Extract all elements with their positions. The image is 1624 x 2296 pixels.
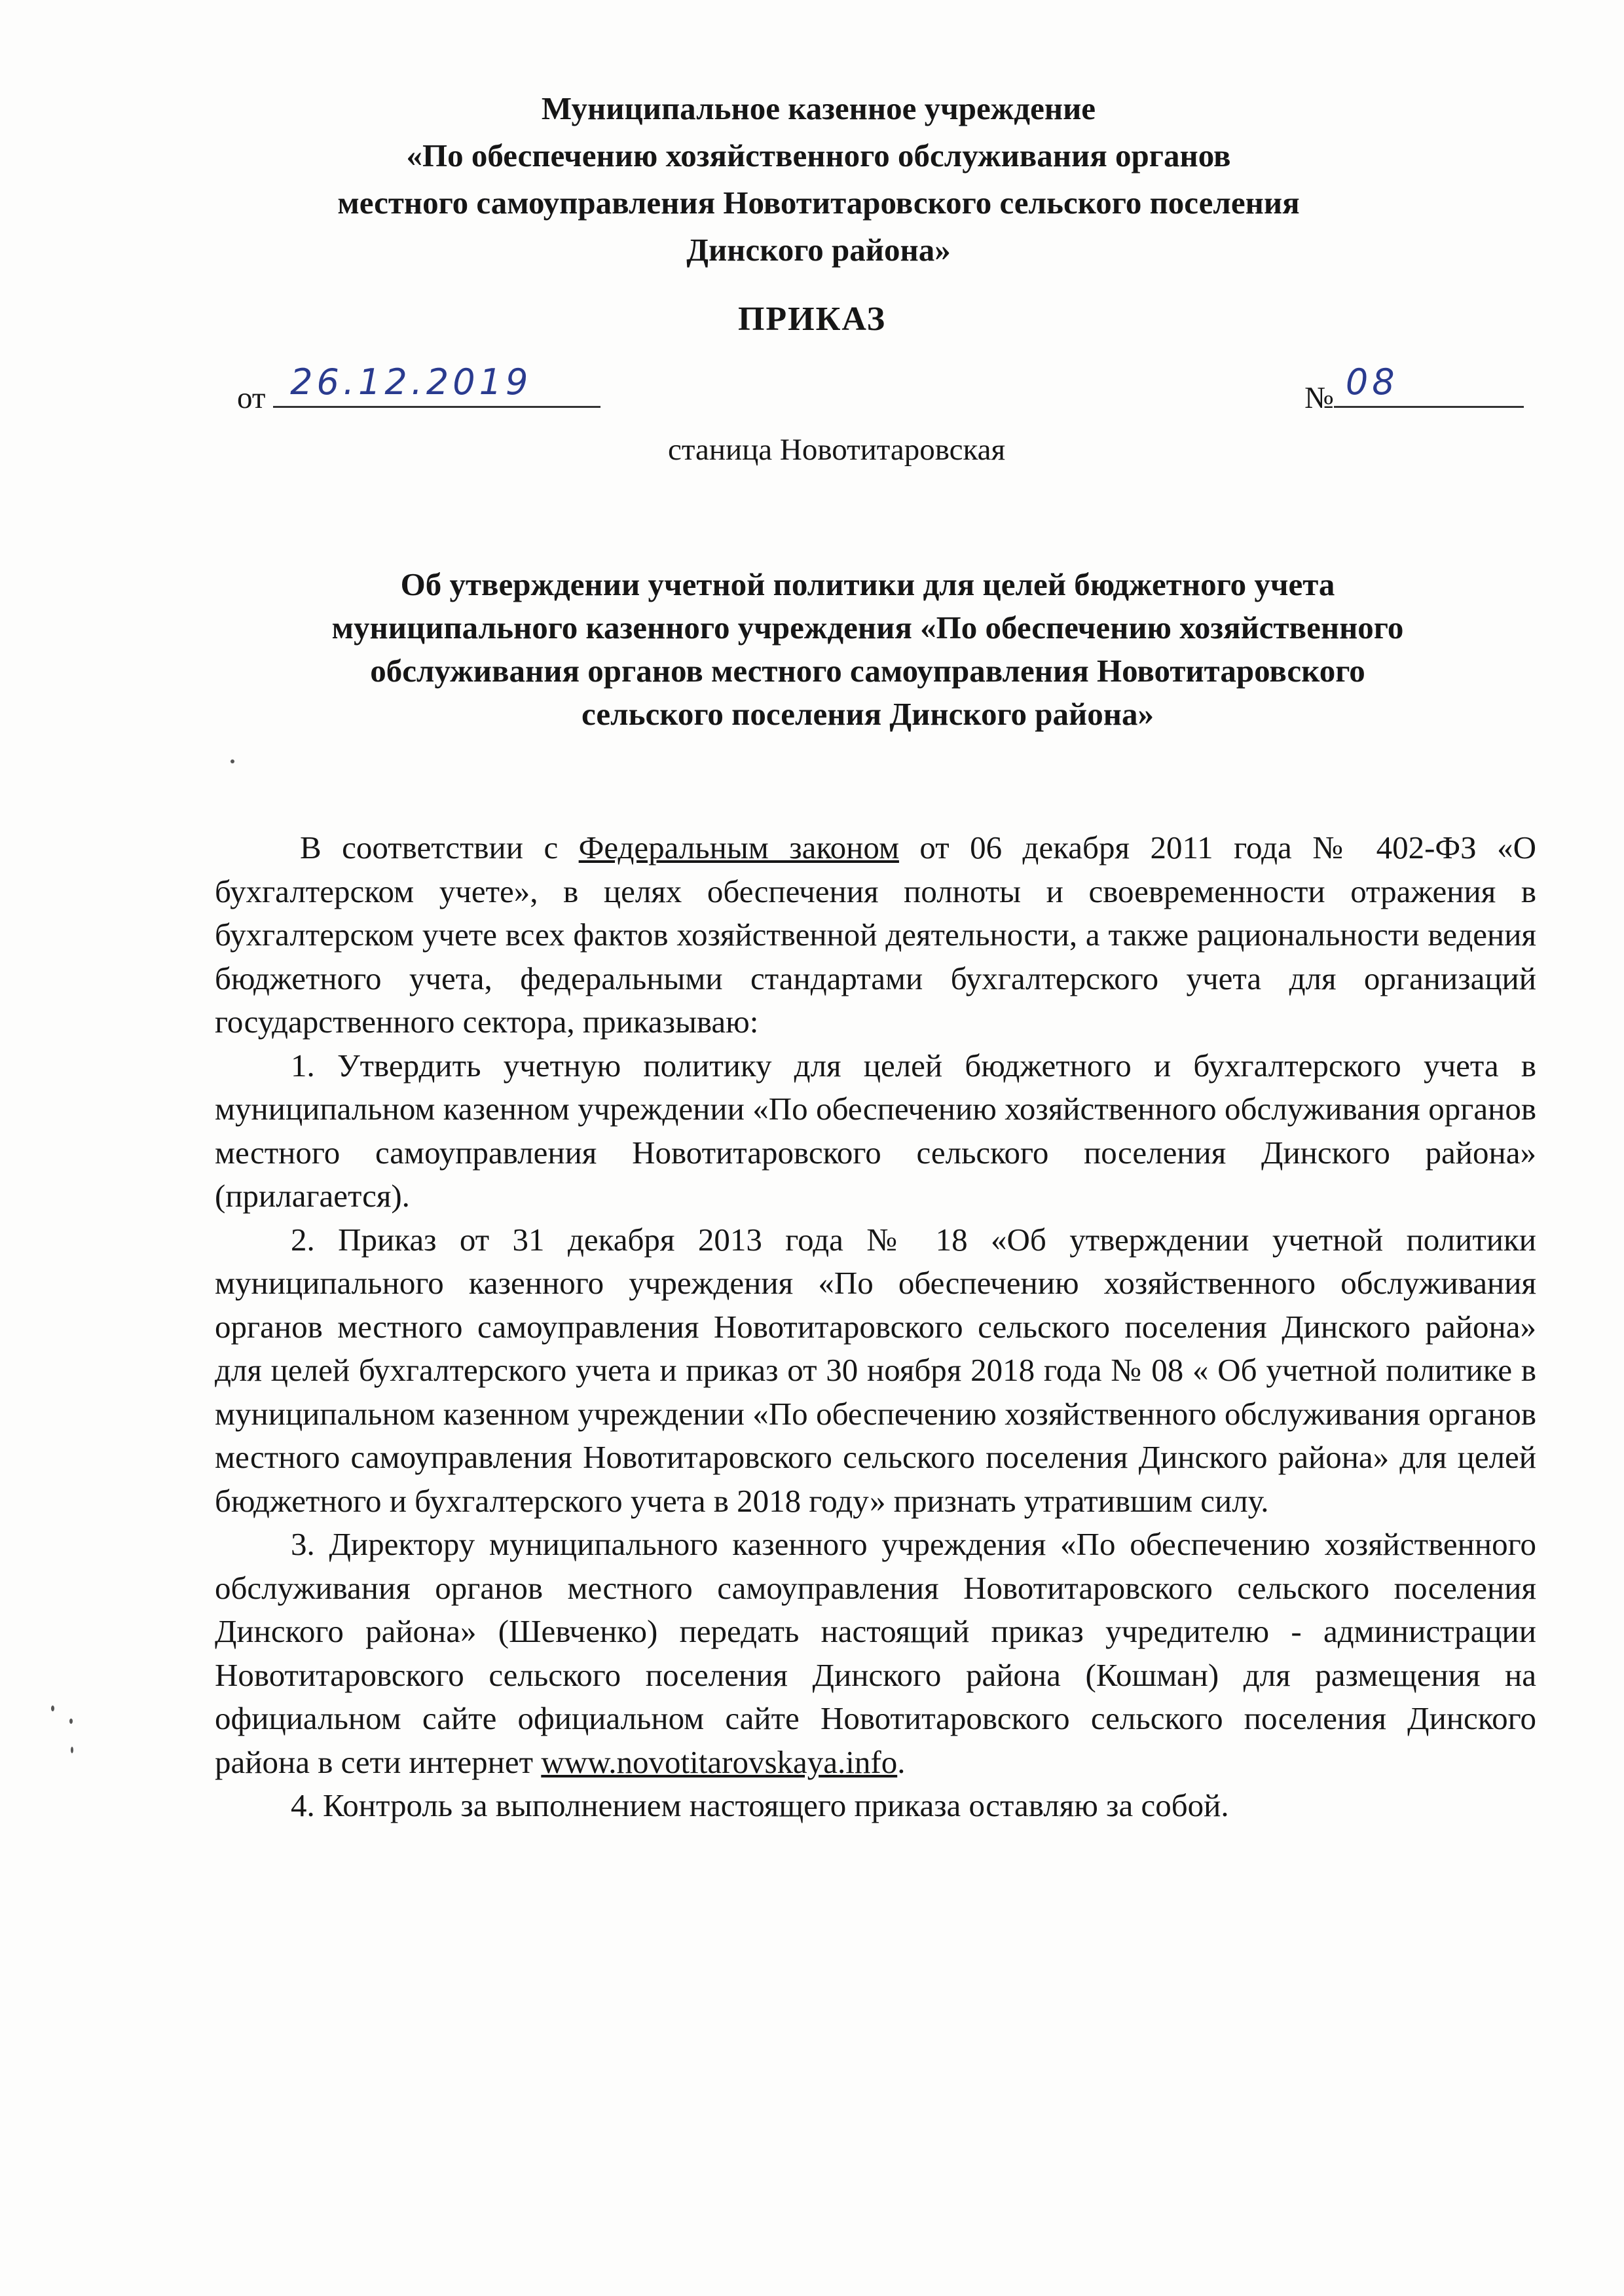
item-3 (215, 1523, 1536, 1784)
scan-speck (69, 1719, 73, 1724)
intro-text-end: от 06 декабря 2011 года № 402-ФЗ «О бухгалтерском учете», в целях обеспечения полноты и своевременности отражения в бухгалтерском учете всех фактов хозяйственной деятельности, а также рациональности ведения бюджетного учета, федеральными стандартами бухгалтерского учета для организаций государственного сектора, приказываю: (215, 829, 1536, 1040)
item-4: 4. Контроль за выполнением настоящего приказа оставляю за собой. (291, 1787, 1229, 1823)
handwritten-date: 26.12.2019 (290, 361, 532, 403)
date-prefix: от (237, 381, 266, 415)
header-line-3: местного самоуправления Новотитаровского сельского поселения (337, 185, 1300, 221)
date-field (273, 361, 600, 408)
intro-paragraph (215, 826, 1536, 1044)
order-body (215, 826, 1536, 1828)
item-3-text: 3. Директору муниципального казенного учреждения «По обеспечению хозяйственного обслуживания органов местного самоуправления Новотитаровского сельского поселения Динского района» (Шевченко) передать настоящий приказ учредителю - администрации Новотитаровского сельского поселения Динского района (Кошман) для размещения на официальном сайте официальном сайте Новотитаровского сельского поселения Динского района в сети интернет (215, 1526, 1536, 1780)
order-subject (216, 563, 1519, 736)
number-field (1334, 361, 1524, 408)
federal-law-link[interactable]: Федеральным законом (578, 829, 899, 866)
website-link[interactable]: www.novotitarovskaya.info (541, 1743, 898, 1780)
item-2: 2. Приказ от 31 декабря 2013 года № 18 «Об утверждении учетной политики муниципального казенного учреждения «По обеспечению хозяйственного обслуживания органов местного самоуправления Новотитаровского сельского поселения Динского района» для целей бухгалтерского учета и приказ от 30 ноября 2018 года № 08 « Об учетной политике в муниципальном казенном учреждении «По обеспечению хозяйственного обслуживания органов местного самоуправления Новотитаровского сельского поселения Динского района» для целей бюджетного и бухгалтерского учета в 2018 году» признать утратившим силу. (215, 1221, 1536, 1519)
order-date-row (237, 361, 600, 416)
organization-header (216, 85, 1421, 274)
subject-line-3: обслуживания органов местного самоуправления Новотитаровского (370, 653, 1365, 689)
scan-speck (51, 1705, 54, 1711)
subject-line-4: сельского поселения Динского района» (581, 696, 1154, 732)
header-line-1: Муниципальное казенное учреждение (541, 90, 1096, 126)
subject-line-1: Об утверждении учетной политики для целей бюджетного учета (400, 566, 1335, 602)
subject-line-2: муниципального казенного учреждения «По обеспечению хозяйственного (331, 610, 1404, 646)
header-line-4: Динского района» (686, 232, 951, 268)
header-line-2: «По обеспечению хозяйственного обслуживания органов (406, 137, 1231, 173)
order-number-row (1304, 361, 1524, 416)
handwritten-number: 08 (1345, 361, 1399, 403)
intro-text-start: В соответствии с (300, 829, 579, 866)
order-place: станица Новотитаровская (668, 433, 1006, 467)
item-1: 1. Утвердить учетную политику для целей бюджетного и бухгалтерского учета в муниципальном казенном учреждении «По обеспечению хозяйственного обслуживания органов местного самоуправления Новотитаровского сельского поселения Динского района» (прилагается). (215, 1047, 1536, 1214)
item-3-end: . (897, 1743, 906, 1780)
number-prefix: № (1304, 381, 1334, 415)
scan-speck (231, 759, 234, 763)
scan-speck (71, 1747, 73, 1753)
order-title: ПРИКАЗ (737, 301, 887, 338)
